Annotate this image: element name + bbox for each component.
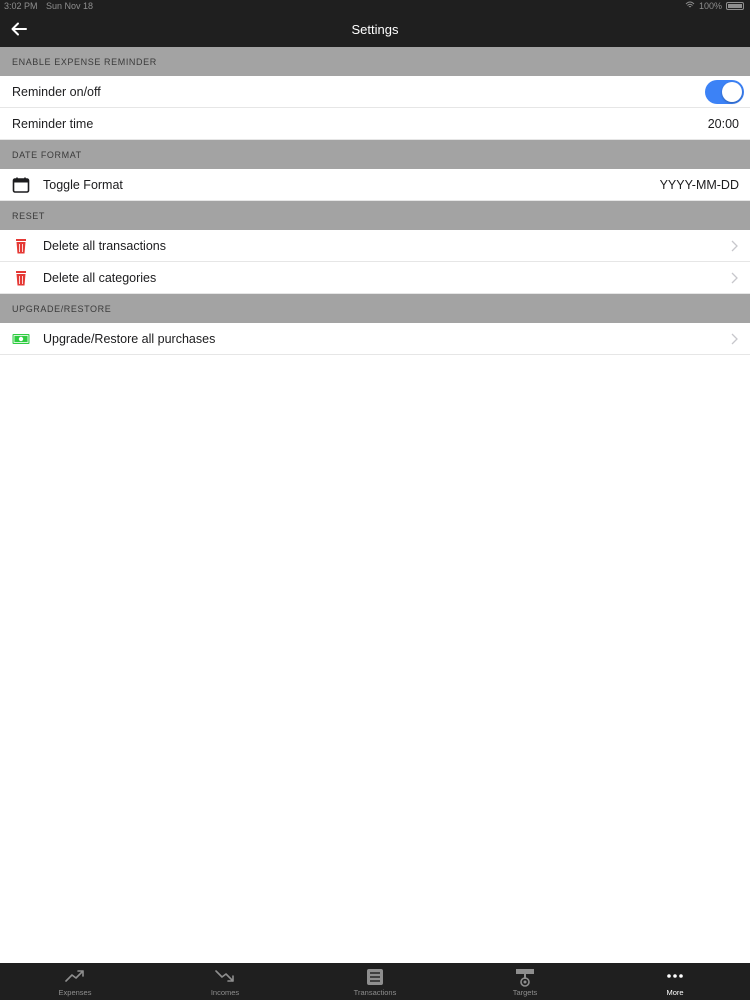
reminder-time-label: Reminder time	[12, 116, 94, 131]
nav-bar	[0, 14, 750, 47]
toggle-format-row[interactable]	[0, 169, 750, 201]
more-icon	[665, 968, 685, 984]
section-header-upgrade: UPGRADE/RESTORE	[0, 294, 750, 323]
trash-icon	[12, 238, 30, 254]
upgrade-restore-label: Upgrade/Restore all purchases	[43, 331, 216, 346]
status-bar	[0, 0, 750, 14]
tab-targets-label: Targets	[512, 988, 538, 997]
delete-categories-label: Delete all categories	[43, 270, 157, 285]
tab-incomes-label: Incomes	[210, 988, 240, 997]
tab-targets[interactable]	[450, 963, 600, 1000]
toggle-format-label: Toggle Format	[43, 177, 123, 192]
tab-transactions-label: Transactions	[353, 988, 397, 997]
list-icon	[365, 968, 385, 986]
trash-icon	[12, 270, 30, 286]
reminder-toggle-switch[interactable]	[705, 80, 744, 104]
reminder-time-row[interactable]	[0, 108, 750, 140]
money-icon	[12, 331, 30, 347]
status-date: Sun Nov 18	[46, 1, 94, 11]
delete-transactions-row[interactable]	[0, 230, 750, 262]
status-time: 3:02 PM	[4, 1, 38, 11]
tab-more[interactable]	[600, 963, 750, 1000]
calendar-icon	[12, 177, 30, 193]
delete-transactions-label: Delete all transactions	[43, 238, 166, 253]
target-icon	[515, 968, 535, 988]
tab-bar	[0, 963, 750, 1000]
wifi-icon	[685, 1, 695, 11]
trend-up-icon	[65, 968, 85, 984]
tab-expenses[interactable]	[0, 963, 150, 1000]
date-format-value: YYYY-MM-DD	[659, 177, 739, 192]
reminder-toggle-label: Reminder on/off	[12, 84, 101, 99]
chevron-right-icon	[731, 333, 738, 345]
trend-down-icon	[215, 968, 235, 984]
status-right	[685, 1, 744, 11]
tab-expenses-label: Expenses	[58, 988, 92, 997]
chevron-right-icon	[731, 240, 738, 252]
reminder-time-value: 20:00	[707, 116, 739, 131]
battery-icon	[726, 2, 744, 10]
settings-list	[0, 47, 750, 355]
tab-incomes[interactable]	[150, 963, 300, 1000]
section-header-reminder: ENABLE EXPENSE REMINDER	[0, 47, 750, 76]
reminder-toggle-row	[0, 76, 750, 108]
upgrade-restore-row[interactable]	[0, 323, 750, 355]
chevron-right-icon	[731, 272, 738, 284]
section-header-date-format: DATE FORMAT	[0, 140, 750, 169]
page-title: Settings	[351, 22, 399, 37]
battery-percent: 100%	[698, 1, 722, 11]
tab-transactions[interactable]	[300, 963, 450, 1000]
tab-more-label: More	[666, 988, 684, 997]
section-header-reset: RESET	[0, 201, 750, 230]
delete-categories-row[interactable]	[0, 262, 750, 294]
